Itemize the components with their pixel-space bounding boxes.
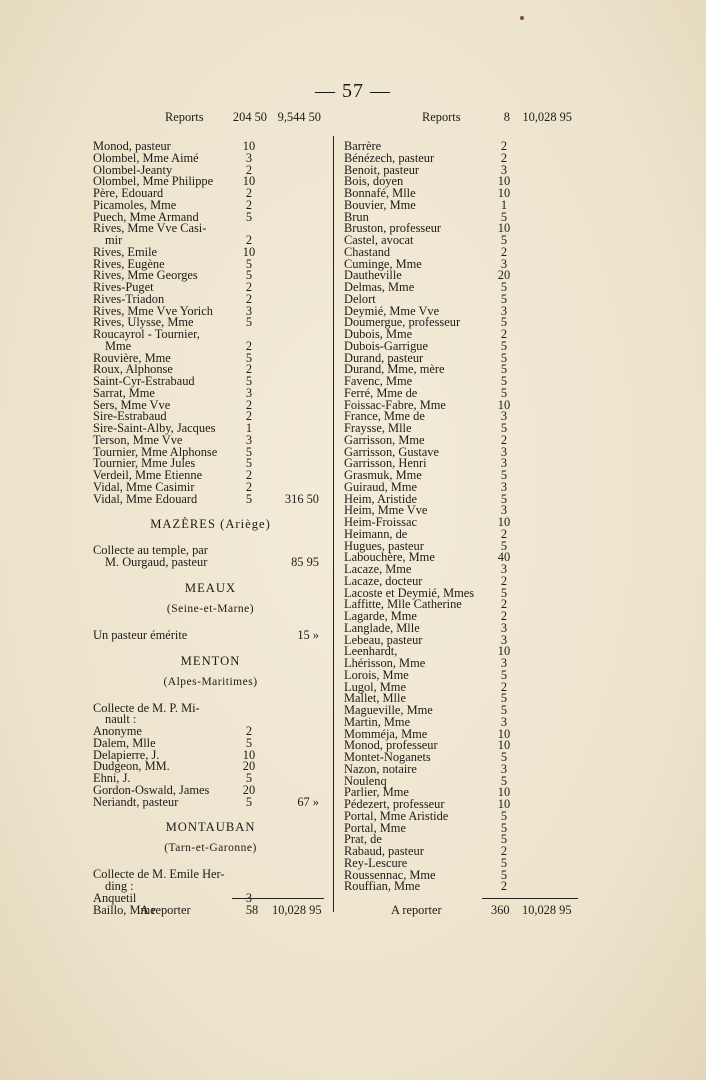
donor-name: Roucayrol - Tournier,: [93, 327, 200, 341]
donor-name: Rives, Emile: [93, 244, 158, 259]
donation-amount: 3: [500, 303, 508, 318]
ledger-row: [93, 223, 328, 235]
carried-label: Reports: [422, 110, 461, 124]
subtotal-amount: 316 50: [284, 491, 319, 506]
section-subtitle: (Seine-et-Marne): [166, 602, 255, 615]
donor-name: Garrisson, Henri: [344, 456, 427, 471]
donation-amount: 10: [497, 174, 511, 189]
donor-name: Sire-Saint-Alby, Jacques: [93, 421, 216, 435]
donation-amount: 5: [500, 374, 508, 388]
donation-amount: 5: [500, 338, 508, 353]
section-title: MEAUX: [184, 580, 237, 595]
donor-name: Grasmuk, Mme: [344, 468, 422, 482]
donation-amount: 10: [497, 738, 511, 753]
donation-amount: 2: [500, 432, 508, 447]
donor-name: Castel, avocat: [344, 233, 414, 247]
donor-name: Rives, Mme Vve Yorich: [93, 303, 213, 318]
donation-amount: 2: [245, 280, 253, 294]
locality-section: [93, 519, 328, 569]
donor-name: Benoit, pasteur: [344, 162, 420, 177]
donation-amount: 5: [245, 315, 253, 330]
ledger-row: [344, 881, 584, 893]
donor-name: Momméja, Mme: [344, 726, 428, 741]
donation-amount: 2: [500, 597, 508, 612]
donation-amount: 10: [497, 515, 511, 529]
donor-name: Olombel, Mme Aimé: [93, 150, 199, 165]
donor-name: Durand, pasteur: [344, 350, 424, 365]
donation-amount: 2: [245, 197, 253, 212]
donation-amount: 3: [500, 632, 508, 647]
ink-speck: [520, 16, 524, 20]
donation-amount: 5: [500, 855, 508, 870]
donation-amount: 40: [497, 550, 511, 565]
donor-name: Pédezert, professeur: [344, 797, 445, 811]
donation-amount: 5: [245, 374, 253, 388]
donation-amount: 3: [245, 150, 253, 165]
donor-name: Garrisson, Mme: [344, 432, 425, 447]
donor-name: Ferré, Mme de: [344, 385, 418, 400]
donation-amount: 5: [500, 538, 508, 553]
donor-name: Monod, professeur: [344, 738, 438, 753]
donation-amount: 2: [245, 724, 253, 738]
donor-name: Dudgeon, MM.: [93, 759, 170, 774]
locality-section: [93, 653, 328, 809]
donor-name: Tournier, Mme Jules: [93, 456, 196, 471]
donation-amount: 2: [245, 479, 253, 494]
donor-name: Delort: [344, 291, 376, 306]
left-carried-header: [93, 112, 328, 126]
donation-amount: 5: [500, 209, 508, 224]
donation-amount: 10: [497, 186, 511, 200]
donation-amount: 3: [500, 620, 508, 635]
page-number: — 57 —: [315, 80, 391, 102]
donor-name: Sers, Mme Vve: [93, 397, 171, 412]
donor-name: Martin, Mme: [344, 714, 411, 729]
donation-amount: 2: [500, 139, 508, 153]
donation-amount: 2: [500, 526, 508, 541]
donation-amount: 5: [245, 735, 253, 750]
right-total-rule: [482, 898, 578, 899]
donor-name: Sire-Estrabaud: [93, 409, 167, 424]
donation-amount: 5: [245, 902, 253, 917]
donation-amount: 5: [245, 456, 253, 471]
donation-amount: 3: [500, 162, 508, 177]
donor-name: Prat, de: [344, 832, 382, 847]
donation-amount: 2: [500, 879, 508, 894]
donation-amount: 5: [500, 703, 508, 717]
donation-amount: 2: [245, 362, 253, 377]
locality-section: [93, 580, 328, 642]
donor-name: Rabaud, pasteur: [344, 844, 424, 858]
donation-amount: 5: [245, 444, 253, 459]
donation-amount: 2: [245, 291, 253, 306]
donor-name: Rey-Lescure: [344, 855, 408, 870]
donation-amount: 10: [497, 726, 511, 741]
donation-amount: 20: [242, 759, 256, 774]
donor-name: Fraysse, Mlle: [344, 421, 412, 435]
donor-name: Durand, Mme, mère: [344, 362, 445, 377]
donor-name: Magueville, Mme: [344, 703, 433, 717]
donation-amount: 5: [500, 280, 508, 294]
donation-amount: 5: [500, 421, 508, 435]
donor-name: Collecte de M. Emile Her-: [93, 867, 225, 882]
donor-name: Vidal, Mme Edouard: [93, 491, 198, 506]
donation-amount: 2: [245, 409, 253, 424]
donor-name: Anquetil: [93, 890, 137, 905]
donor-name: Rives, Mme Vve Casi-: [93, 221, 207, 236]
carried-amount-a: 204 50: [232, 110, 267, 124]
donor-name: mir: [105, 233, 123, 247]
ledger-row: [344, 197, 584, 212]
donor-name: Rives-Triadon: [93, 291, 165, 306]
donation-amount: 5: [245, 268, 253, 283]
donor-name: Collecte au temple, par: [93, 543, 208, 558]
donor-name: Heim, Mme Vve: [344, 503, 428, 518]
carried-amount-a: 8: [503, 110, 510, 124]
donation-amount: 10: [497, 397, 511, 412]
donor-name: Roux, Alphonse: [93, 362, 173, 377]
donation-amount: 2: [245, 338, 253, 353]
donor-name: Lhérisson, Mme: [344, 656, 426, 670]
left-total-rule: [232, 898, 324, 899]
donation-amount: 5: [500, 362, 508, 377]
donor-name: Dalem, Mlle: [93, 735, 156, 750]
donation-amount: 5: [500, 233, 508, 247]
donor-name: Dubois, Mme: [344, 327, 413, 341]
donor-name: Rives, Eugène: [93, 256, 165, 271]
donation-amount: 10: [497, 785, 511, 800]
left-entry-list: [93, 141, 328, 505]
ledger-row: [93, 794, 328, 809]
donor-name: Heimann, de: [344, 526, 408, 541]
donation-amount: 3: [500, 456, 508, 471]
donation-amount: 5: [500, 820, 508, 835]
ledger-row: [93, 557, 328, 569]
donation-amount: 5: [245, 794, 253, 809]
donor-name: Lorois, Mme: [344, 667, 409, 682]
donation-amount: 2: [245, 468, 253, 482]
carried-label: Reports: [165, 110, 204, 124]
donation-amount: 20: [242, 782, 256, 797]
donation-amount: 5: [245, 256, 253, 271]
right-column: [344, 112, 584, 893]
donor-name: Lagarde, Mme: [344, 609, 417, 623]
donor-name: Langlade, Mlle: [344, 620, 420, 635]
donor-name: Bénézech, pasteur: [344, 150, 435, 165]
donation-amount: 5: [500, 315, 508, 330]
donor-name: Delmas, Mme: [344, 280, 415, 294]
left-column: [93, 112, 328, 916]
donor-name: Monod, pasteur: [93, 139, 171, 153]
donor-name: Père, Edouard: [93, 186, 164, 200]
section-title: MENTON: [180, 653, 241, 668]
donation-amount: 5: [245, 491, 253, 506]
donation-amount: 10: [497, 644, 511, 659]
donor-name: Lacoste et Deymié, Mmes: [344, 585, 475, 600]
donation-amount: 3: [245, 432, 253, 447]
donation-amount: 1: [245, 421, 253, 435]
donation-amount: 3: [500, 444, 508, 459]
right-carried-header: [344, 112, 584, 126]
donation-amount: 2: [500, 150, 508, 165]
donation-amount: 1: [500, 197, 508, 212]
donor-name: Neriandt, pasteur: [93, 794, 179, 809]
donation-amount: 2: [500, 327, 508, 341]
donor-name: Doumergue, professeur: [344, 315, 461, 330]
left-total-label: A reporter: [140, 903, 191, 917]
donor-name: Bonnafé, Mlle: [344, 186, 416, 200]
donation-amount: 3: [245, 385, 253, 400]
donation-amount: 5: [500, 385, 508, 400]
subtotal-amount: 85 95: [291, 555, 319, 569]
donor-name: Sarrat, Mme: [93, 385, 155, 400]
donation-amount: 2: [500, 679, 508, 694]
donor-name: Cuminge, Mme: [344, 256, 422, 271]
donation-amount: 3: [500, 503, 508, 518]
donor-name: Deymié, Mme Vve: [344, 303, 440, 318]
donor-name: Mme: [105, 338, 132, 353]
donation-amount: 10: [497, 797, 511, 811]
donor-name: Labouchère, Mme: [344, 550, 435, 565]
donor-name: Olombel-Jeanty: [93, 162, 173, 177]
donation-amount: 10: [497, 221, 511, 236]
donor-name: Lebeau, pasteur: [344, 632, 423, 647]
donor-name: Gordon-Oswald, James: [93, 782, 210, 797]
donation-amount: 5: [245, 209, 253, 224]
donor-name: Nazon, notaire: [344, 761, 417, 776]
donor-name: Verdeil, Mme Etienne: [93, 468, 203, 482]
carried-amount-b: 10,028 95: [522, 110, 572, 124]
donor-name: Baillo, Mme: [93, 902, 156, 917]
donation-amount: 3: [500, 409, 508, 424]
donor-name: Montet-Noganets: [344, 750, 431, 764]
donor-name: Rouffian, Mme: [344, 879, 421, 894]
donor-name: Dubois-Garrigue: [344, 338, 428, 353]
donor-name: Picamoles, Mme: [93, 197, 177, 212]
section-title: MONTAUBAN: [165, 820, 256, 835]
donor-name: Parlier, Mme: [344, 785, 409, 800]
donor-name: Olombel, Mme Philippe: [93, 174, 214, 189]
right-entry-list: [344, 141, 584, 893]
donor-name: M. Ourgaud, pasteur: [105, 555, 208, 569]
donation-amount: 3: [500, 656, 508, 670]
left-total-a: 8: [252, 903, 259, 917]
donor-name: Delapierre, J.: [93, 747, 160, 762]
donor-name: Garrisson, Gustave: [344, 444, 439, 459]
donor-name: Lugol, Mme: [344, 679, 406, 694]
donor-name: Collecte de M. P. Mi-: [93, 700, 200, 715]
ledger-row: [93, 491, 328, 506]
donation-amount: 3: [245, 303, 253, 318]
donation-amount: 10: [242, 174, 256, 189]
donation-amount: 5: [500, 691, 508, 706]
donation-amount: 5: [500, 808, 508, 823]
donation-amount: 5: [500, 491, 508, 506]
donation-amount: 3: [500, 562, 508, 576]
donation-amount: 3: [500, 256, 508, 271]
donor-name: Rives, Mme Georges: [93, 268, 198, 283]
donor-name: Terson, Mme Vve: [93, 432, 183, 447]
donor-name: Guiraud, Mme: [344, 479, 417, 494]
donor-name: Rives, Ulysse, Mme: [93, 315, 194, 330]
donation-amount: 2: [500, 844, 508, 858]
donor-name: nault :: [105, 712, 137, 727]
subtotal-amount: 67 »: [297, 794, 319, 809]
section-subtitle: (Alpes-Maritimes): [163, 675, 258, 688]
donor-name: Portal, Mme Aristide: [344, 808, 449, 823]
donation-amount: 2: [245, 233, 253, 247]
donor-name: Lacaze, Mme: [344, 562, 412, 576]
right-total-label: A reporter: [391, 903, 442, 917]
donation-amount: 2: [500, 244, 508, 259]
donor-name: Portal, Mme: [344, 820, 406, 835]
donor-name: Rouvière, Mme: [93, 350, 171, 365]
donor-name: Heim-Froissac: [344, 515, 417, 529]
donor-name: Puech, Mme Armand: [93, 209, 199, 224]
donor-name: Saint-Cyr-Estrabaud: [93, 374, 195, 388]
donation-amount: 10: [242, 139, 256, 153]
donation-amount: 10: [242, 244, 256, 259]
right-total-b: 10,028 95: [522, 903, 572, 917]
subtotal-amount: 15 »: [297, 627, 319, 642]
donor-name: Vidal, Mme Casimir: [93, 479, 195, 494]
donor-name: Brun: [344, 209, 369, 224]
donor-name: Un pasteur émérite: [93, 627, 188, 642]
donor-name: Chastand: [344, 244, 391, 259]
donation-amount: 3: [500, 714, 508, 729]
donation-amount: 2: [500, 573, 508, 588]
left-total-b: 10,028 95: [272, 903, 322, 917]
right-total-a: 360: [491, 903, 510, 917]
donor-name: Ehni, J.: [93, 771, 131, 785]
donor-name: Bruston, professeur: [344, 221, 442, 236]
donation-amount: 5: [500, 773, 508, 788]
donation-amount: 5: [500, 468, 508, 482]
carried-amount-b: 9,544 50: [277, 110, 321, 124]
donor-name: Dautheville: [344, 268, 402, 283]
donor-name: Mallet, Mlle: [344, 691, 406, 706]
donor-name: Rives-Puget: [93, 280, 154, 294]
donation-amount: 2: [500, 609, 508, 623]
donor-name: Laffitte, Mlle Catherine: [344, 597, 462, 612]
donation-amount: 2: [245, 397, 253, 412]
donation-amount: 5: [500, 750, 508, 764]
donation-amount: 2: [245, 162, 253, 177]
donor-name: Barrère: [344, 139, 382, 153]
donor-name: Heim, Aristide: [344, 491, 417, 506]
donor-name: Favenc, Mme: [344, 374, 413, 388]
donation-amount: 3: [500, 479, 508, 494]
donation-amount: 5: [500, 867, 508, 882]
ledger-row: [344, 282, 584, 294]
donation-amount: 5: [500, 291, 508, 306]
ledger-row: [93, 627, 328, 642]
donor-name: Lacaze, docteur: [344, 573, 423, 588]
donation-amount: 5: [500, 832, 508, 847]
donation-amount: 20: [497, 268, 511, 283]
donor-name: Bouvier, Mme: [344, 197, 416, 212]
donor-name: ding :: [105, 879, 134, 893]
donation-amount: 5: [500, 585, 508, 600]
donor-name: Bois, doyen: [344, 174, 404, 189]
column-divider: [333, 136, 334, 912]
donor-name: France, Mme de: [344, 409, 425, 424]
donation-amount: 5: [500, 667, 508, 682]
donor-name: Anonyme: [93, 724, 142, 738]
donation-amount: 5: [245, 771, 253, 785]
left-sections: [93, 519, 328, 916]
donor-name: Leenhardt,: [344, 644, 398, 659]
donor-name: Hugues, pasteur: [344, 538, 424, 553]
donation-amount: 10: [242, 747, 256, 762]
donor-name: Roussennac, Mme: [344, 867, 436, 882]
donation-amount: 3: [500, 761, 508, 776]
section-title: MAZÈRES (Ariège): [150, 517, 271, 532]
donation-amount: 5: [500, 350, 508, 365]
donation-amount: 5: [245, 350, 253, 365]
donor-name: Tournier, Mme Alphonse: [93, 444, 218, 459]
section-subtitle: (Tarn-et-Garonne): [164, 842, 257, 855]
donor-name: Noulenq: [344, 773, 387, 788]
donor-name: Foissac-Fabre, Mme: [344, 397, 446, 412]
donation-amount: 2: [245, 186, 253, 200]
